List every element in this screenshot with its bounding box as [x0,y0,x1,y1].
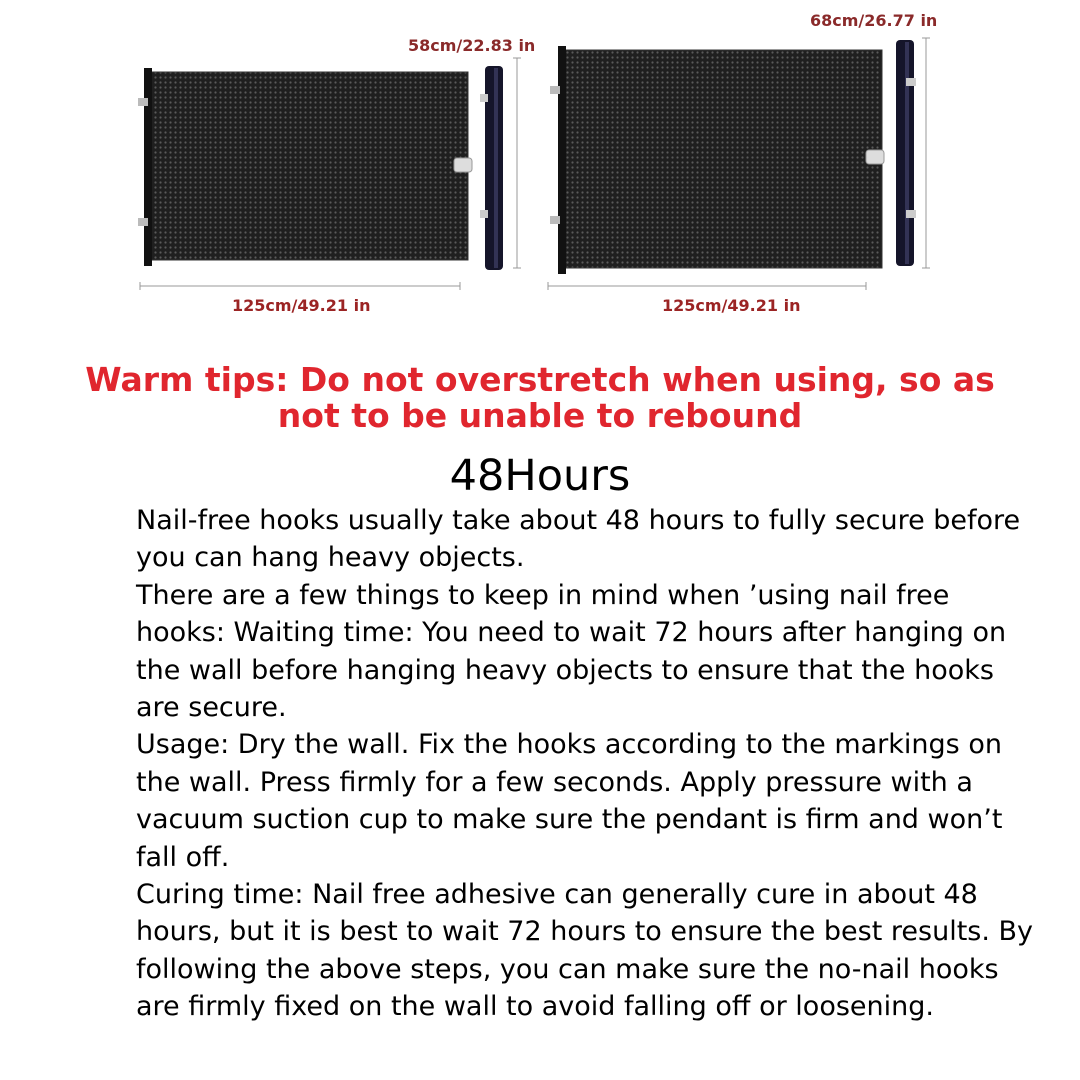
left-width-label: 125cm/49.21 in [232,296,371,315]
paragraph-usage: Usage: Dry the wall. Fix the hooks according to the markings on the wall. Press firmly for a few seconds. Apply pressure with a vacuum suction cup to make sure the pendant is firm and won’t fall off. [136,729,1003,873]
right-height-label: 68cm/26.77 in [810,11,938,30]
paragraph-waiting-time: There are a few things to keep in mind when ’using nail free hooks: Waiting time: You need to wait 72 hours after hanging on the wall before hanging heavy objects to ensure that the hooks are secure. [136,579,1007,724]
paragraph-curing-time: Curing time: Nail free adhesive can generally cure in about 48 hours, but it is best to wait 72 hours to ensure the best results. By following the above steps, you can make sure the no-nail hooks are firmly fixed on the wall to avoid falling off or loosening. [136,879,1034,1023]
instructions-body [136,502,1036,1026]
left-gate-illustration [128,50,538,300]
right-gate-illustration [540,30,940,300]
headline-48-hours: 48Hours [449,451,631,501]
left-height-label: 58cm/22.83 in [408,36,536,55]
paragraph-intro: Nail-free hooks usually take about 48 hours to fully secure before you can hang heavy objects. [136,505,1021,574]
warm-tip-notice: Warm tips: Do not overstretch when using, so as not to be unable to rebound [85,360,995,435]
right-width-label: 125cm/49.21 in [662,296,801,315]
